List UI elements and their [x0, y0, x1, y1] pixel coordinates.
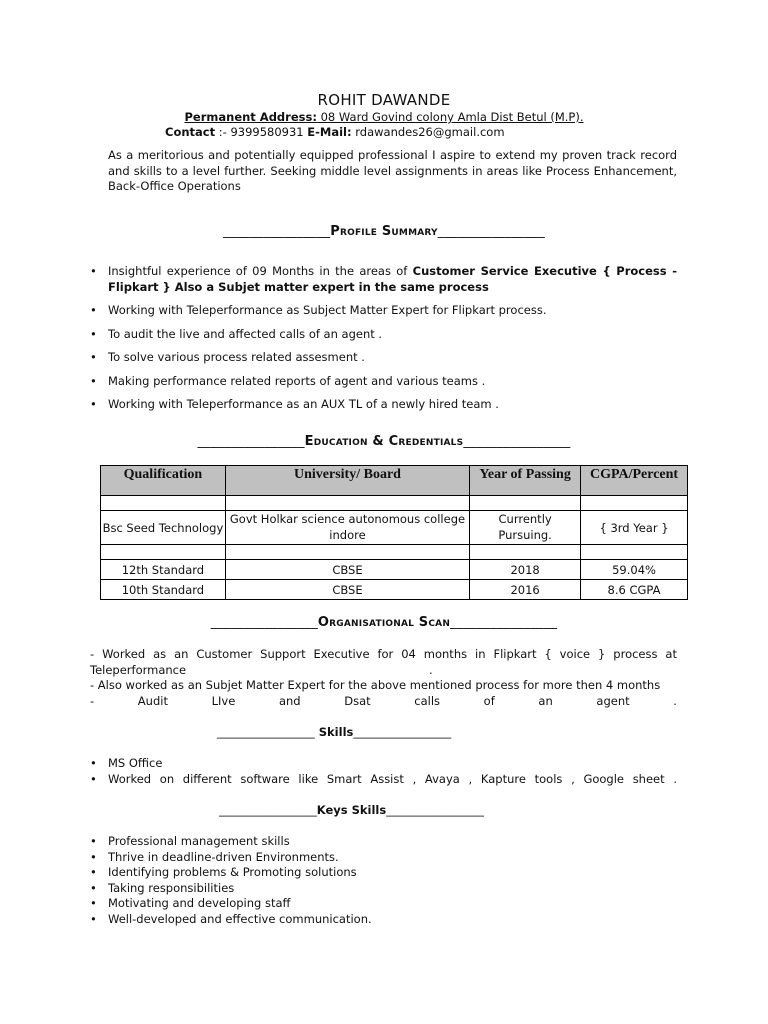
email-label: E-Mail:: [307, 125, 352, 139]
item-text: Professional management skills: [108, 834, 290, 848]
list-item: [90, 756, 677, 772]
scan-word: -: [90, 693, 95, 708]
organisational-heading: [0, 615, 768, 630]
item-text: Working with Teleperformance as Subject Matter Expert for Flipkart process.: [108, 303, 547, 317]
table-cell: 2016: [470, 580, 581, 600]
permanent-address: [0, 110, 768, 124]
list-item: [90, 896, 677, 912]
table-header-row: [101, 466, 688, 496]
skills-list: [90, 756, 677, 787]
bullet-icon: •: [90, 264, 97, 278]
item-text: Identifying problems & Promoting solutions: [108, 865, 357, 879]
list-item: [90, 881, 677, 897]
table-cell: 12th Standard: [101, 560, 226, 580]
heading-rule-left: ________________: [197, 434, 305, 449]
table-cell: CBSE: [225, 560, 469, 580]
scan-line: - Worked as an Customer Support Executive for 04 months in Flipkart { voice } process at: [90, 647, 677, 661]
scan-dot: .: [429, 662, 433, 677]
list-item: [90, 865, 677, 881]
contact-phone: :- 9399580931: [215, 125, 308, 139]
table-spacer-row: [101, 545, 688, 560]
table-row: [101, 560, 688, 580]
bullet-icon: •: [90, 865, 97, 879]
table-cell: 2018: [470, 560, 581, 580]
item-text: Working with Teleperformance as an AUX TL of a newly hired team .: [108, 397, 499, 411]
bullet-icon: •: [90, 771, 97, 786]
column-header: Qualification: [101, 466, 226, 496]
key-skills-heading: [219, 803, 484, 817]
bullet-icon: •: [90, 373, 97, 388]
table-cell: 10th Standard: [101, 580, 226, 600]
item-prefix: Insightful experience of 09 Months in the areas of: [108, 264, 413, 278]
education-heading: [0, 434, 768, 449]
objective-paragraph: As a meritorious and potentially equipped professional I aspire to extend my proven track record and skills to a level further. Seeking middle level assignments in areas like Process Enhancement, Back-Office Operations: [108, 148, 677, 193]
scan-line: - Also worked as an Subjet Matter Expert for the above mentioned process for more then 4 months: [90, 678, 661, 692]
scan-word: .: [673, 693, 677, 708]
column-header: Year of Passing: [470, 466, 581, 496]
list-item: [90, 327, 677, 351]
heading-rule-right: _________________: [386, 803, 484, 817]
heading-text: Keys Skills: [316, 803, 387, 817]
address-value: 08 Ward Govind colony Amla Dist Betul (M.P).: [316, 110, 584, 124]
table-cell: Currently Pursuing.: [470, 511, 581, 545]
heading-text: Organisational Scan: [317, 615, 451, 630]
bullet-icon: •: [90, 350, 97, 364]
scan-word: calls: [414, 693, 441, 708]
scan-word: Dsat: [344, 693, 371, 708]
heading-text: Skills: [314, 725, 354, 739]
list-item: [90, 772, 677, 788]
skills-heading: [217, 725, 451, 739]
bullet-icon: •: [90, 303, 97, 317]
bullet-icon: •: [90, 756, 97, 770]
table-row: [101, 580, 688, 600]
table-cell: { 3rd Year }: [581, 511, 688, 545]
profile-summary-list: [90, 264, 677, 295]
heading-rule-right: ________________: [450, 615, 558, 630]
contact-label: Contact: [165, 125, 216, 139]
item-text: Taking responsibilities: [108, 880, 235, 895]
column-header: University/ Board: [225, 466, 469, 496]
list-item: [90, 912, 677, 928]
education-table: [100, 465, 688, 600]
table-cell: 8.6 CGPA: [581, 580, 688, 600]
item-text: Well-developed and effective communication.: [108, 911, 372, 926]
list-item: [90, 350, 677, 374]
table-spacer-row: [101, 496, 688, 511]
scan-word: Audit: [137, 693, 168, 708]
bullet-icon: •: [90, 326, 97, 341]
scan-word: an: [538, 693, 553, 708]
profile-summary-heading: [0, 224, 768, 239]
bullet-icon: •: [90, 849, 97, 864]
scan-word: LIve: [211, 693, 236, 708]
heading-rule-left: ________________: [210, 615, 318, 630]
bullet-icon: •: [90, 880, 97, 895]
list-item: [90, 303, 677, 327]
key-skills-list: [90, 834, 677, 927]
bullet-icon: •: [90, 911, 97, 926]
heading-rule-left: _________________: [219, 803, 317, 817]
heading-rule-right: ________________: [463, 434, 571, 449]
heading-text: Education & Credentials: [304, 434, 464, 449]
bullet-icon: •: [90, 834, 97, 848]
scan-word: and: [278, 693, 301, 708]
heading-text: Profile Summary: [330, 224, 438, 239]
table-cell: CBSE: [225, 580, 469, 600]
address-label: Permanent Address:: [184, 110, 317, 124]
scan-word: of: [483, 693, 495, 708]
scan-line: [90, 694, 677, 710]
bullet-icon: •: [90, 896, 97, 910]
item-text: MS Office: [108, 756, 163, 770]
table-cell: 59.04%: [581, 560, 688, 580]
item-bold: Customer Service Executive { Process - Flipkart } Also a Subjet matter expert in the same process: [108, 264, 677, 294]
heading-rule-right: _________________: [353, 725, 452, 739]
table-cell: Govt Holkar science autonomous college indore: [225, 511, 469, 545]
scan-line: [90, 663, 677, 679]
profile-summary-list-cont: [90, 303, 677, 421]
scan-word: agent: [596, 693, 630, 708]
list-item: [90, 397, 677, 421]
item-text: Motivating and developing staff: [108, 896, 291, 910]
item-text: To solve various process related assesment .: [108, 350, 365, 364]
bullet-icon: •: [90, 397, 97, 411]
resume-name: ROHIT DAWANDE: [317, 91, 451, 109]
organisational-text: [90, 647, 677, 709]
item-text: Making performance related reports of agent and various teams .: [108, 373, 486, 388]
heading-rule-left: ________________: [223, 224, 331, 239]
list-item: [90, 834, 677, 850]
heading-rule-right: ________________: [437, 224, 545, 239]
heading-rule-left: _________________: [217, 725, 315, 739]
scan-word: Teleperformance: [90, 662, 187, 677]
table-row: [101, 511, 688, 545]
column-header: CGPA/Percent: [581, 466, 688, 496]
list-item: [90, 264, 677, 295]
email-value: rdawandes26@gmail.com: [351, 125, 505, 139]
list-item: [90, 850, 677, 866]
contact-line: [165, 125, 505, 139]
item-text: Thrive in deadline-driven Environments.: [108, 849, 339, 864]
item-text: To audit the live and affected calls of an agent .: [108, 326, 383, 341]
list-item: [90, 374, 677, 398]
item-text: Worked on different software like Smart Assist , Avaya , Kapture tools , Google sheet .: [108, 771, 677, 786]
table-cell: Bsc Seed Technology: [101, 511, 226, 545]
